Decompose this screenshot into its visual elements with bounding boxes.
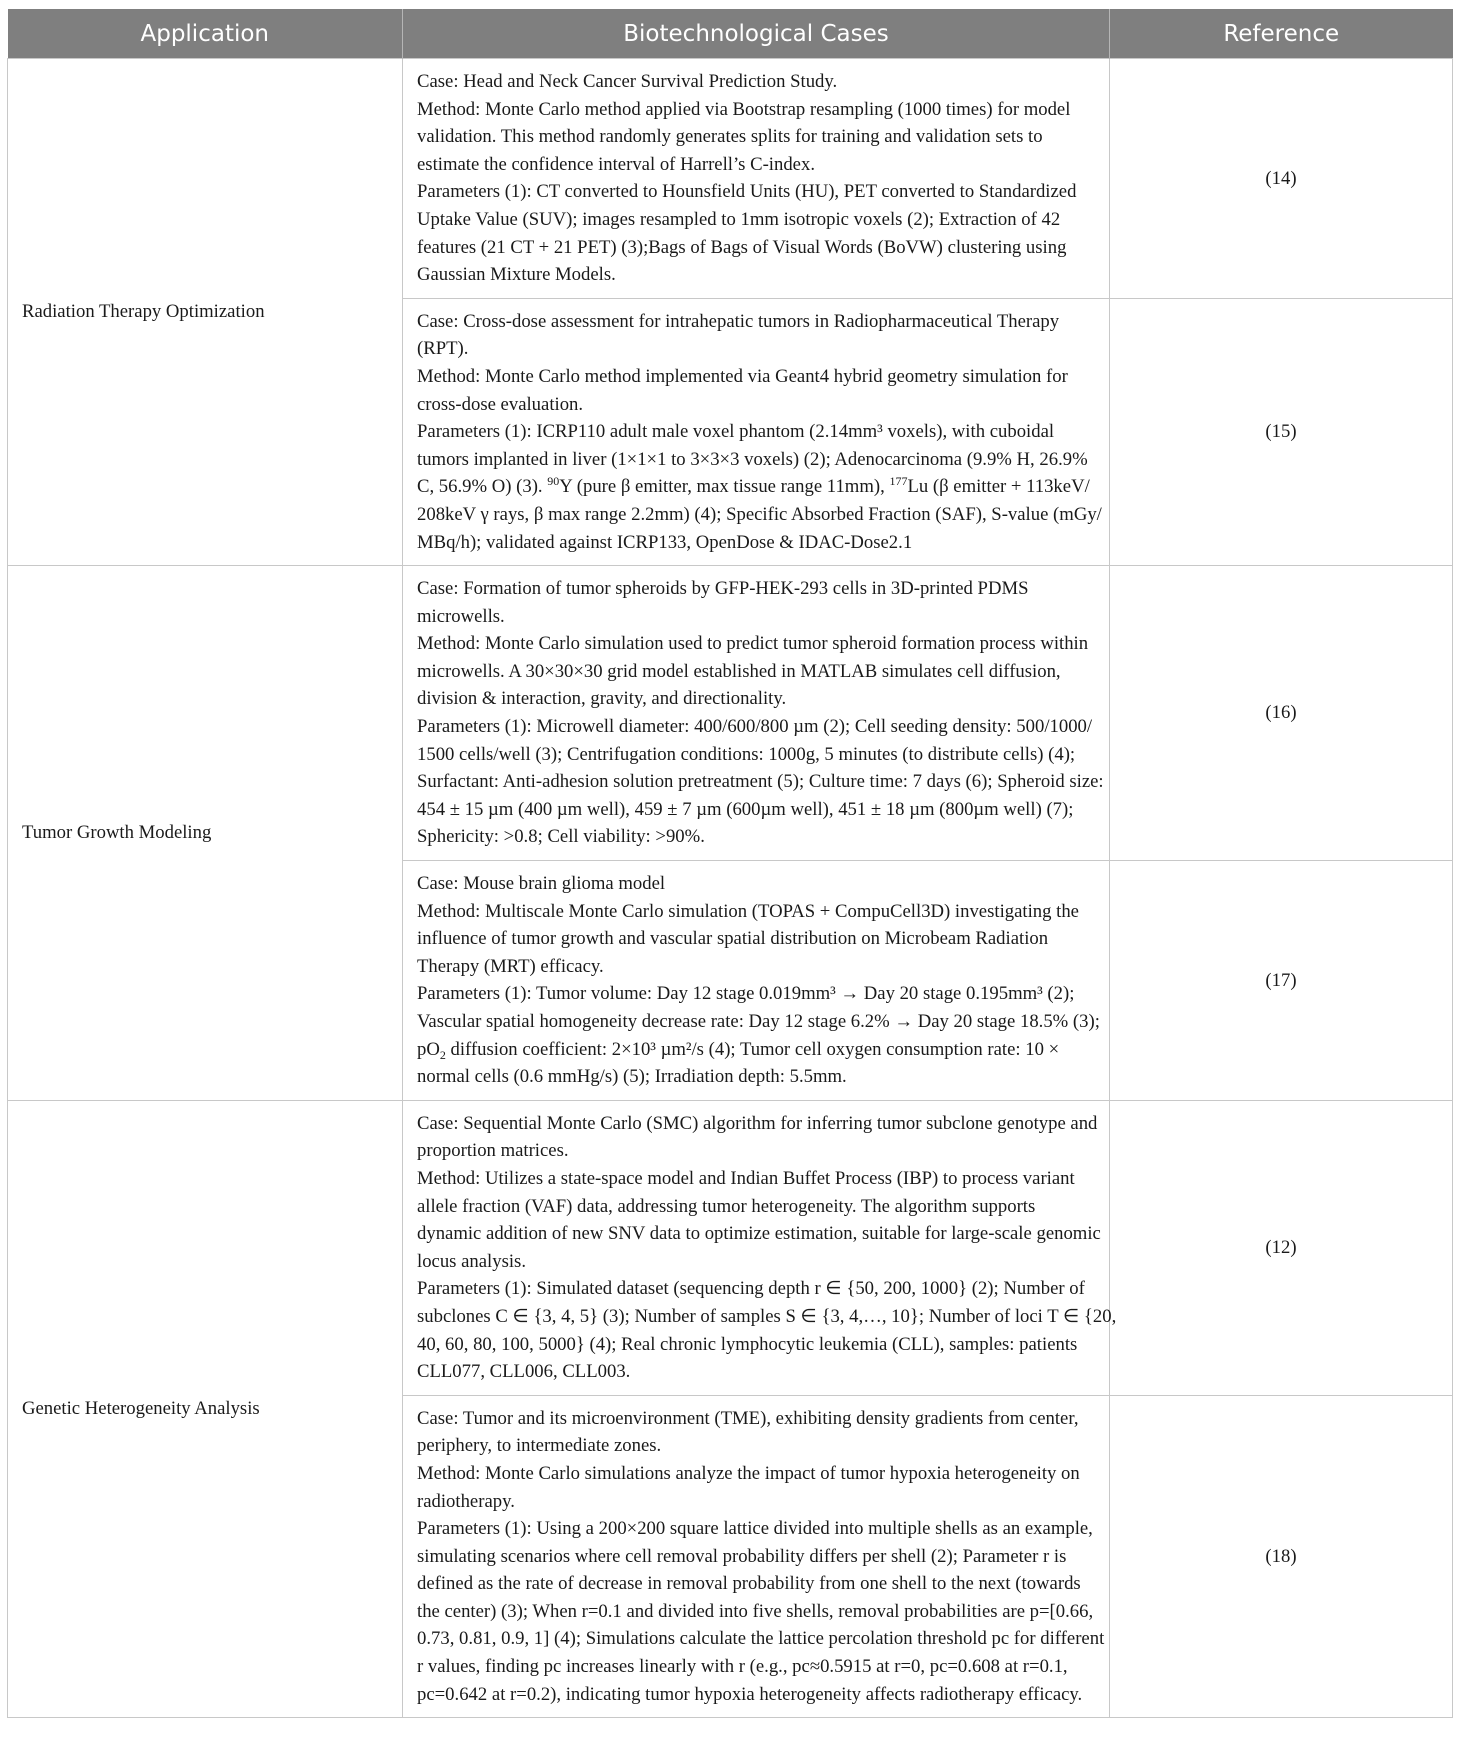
case-line: Parameters (1): Tumor volume: Day 12 stage 0.019mm³ → Day 20 stage 0.195mm³ (2);	[417, 983, 1075, 1005]
case-line: Parameters (1): Microwell diameter: 400/600/800 µm (2); Cell seeding density: 500/1000/	[417, 716, 1093, 738]
case-line: Case: Formation of tumor spheroids by GFP-HEK-293 cells in 3D-printed PDMS	[417, 578, 1029, 600]
reference-link[interactable]: (16)	[1110, 566, 1453, 861]
table-row	[8, 59, 1453, 299]
case-line: MBq/h); validated against ICRP133, OpenDose & IDAC-Dose2.1	[417, 531, 913, 553]
case-line: r values, finding pc increases linearly with r (e.g., pc≈0.5915 at r=0, pc=0.608 at r=0.1,	[417, 1656, 1068, 1678]
case-cell	[403, 59, 1110, 299]
case-line: estimate the confidence interval of Harrell’s C-index.	[417, 153, 815, 175]
case-line: Method: Monte Carlo method applied via Bootstrap resampling (1000 times) for model	[417, 98, 1071, 120]
case-line: pc=0.642 at r=0.2), indicating tumor hypoxia heterogeneity affects radiotherapy efficacy.	[417, 1683, 1083, 1705]
case-line: dynamic addition of new SNV data to optimize estimation, suitable for large-scale genomic	[417, 1223, 1101, 1245]
case-line: Case: Sequential Monte Carlo (SMC) algorithm for inferring tumor subclone genotype and	[417, 1112, 1098, 1134]
case-line: 40, 60, 80, 100, 5000} (4); Real chronic lymphocytic leukemia (CLL), samples: patients	[417, 1333, 1078, 1355]
case-line: subclones C ∈ {3, 4, 5} (3); Number of samples S ∈ {3, 4,…, 10}; Number of loci T ∈ {20,	[417, 1305, 1117, 1327]
case-line: Method: Multiscale Monte Carlo simulation (TOPAS + CompuCell3D) investigating the	[417, 900, 1079, 922]
case-line: Sphericity: >0.8; Cell viability: >90%.	[417, 826, 705, 848]
reference-link[interactable]: (14)	[1110, 59, 1453, 299]
case-cell	[403, 861, 1110, 1101]
header-cases: Biotechnological Cases	[403, 9, 1110, 59]
table-row	[8, 1100, 1453, 1395]
case-line: microwells.	[417, 605, 505, 627]
header-reference: Reference	[1110, 9, 1453, 59]
case-line: 1500 cells/well (3); Centrifugation conditions: 1000g, 5 minutes (to distribute cells) (4);	[417, 743, 1076, 765]
case-line: Parameters (1): Using a 200×200 square lattice divided into multiple shells as an example,	[417, 1518, 1093, 1540]
case-line: the center) (3); When r=0.1 and divided into five shells, removal probabilities are p=[0.66,	[417, 1600, 1094, 1622]
case-line: Parameters (1): CT converted to Hounsfield Units (HU), PET converted to Standardized	[417, 181, 1077, 203]
case-line: features (21 CT + 21 PET) (3);Bags of Bags of Visual Words (BoVW) clustering using	[417, 236, 1067, 258]
case-line: 0.73, 0.81, 0.9, 1] (4); Simulations calculate the lattice percolation threshold pc for different	[417, 1628, 1105, 1650]
case-line: Method: Monte Carlo method implemented via Geant4 hybrid geometry simulation for	[417, 365, 1068, 387]
case-line: Gaussian Mixture Models.	[417, 264, 616, 286]
case-line: division & interaction, gravity, and directionality.	[417, 688, 787, 710]
case-line: Parameters (1): Simulated dataset (sequencing depth r ∈ {50, 200, 1000} (2); Number of	[417, 1278, 1085, 1300]
table-row	[8, 566, 1453, 861]
subscript: 2	[439, 1047, 446, 1062]
header-application: Application	[8, 9, 403, 59]
case-line: Uptake Value (SUV); images resampled to 1mm isotropic voxels (2); Extraction of 42	[417, 208, 1061, 230]
case-line: Method: Monte Carlo simulations analyze the impact of tumor hypoxia heterogeneity on	[417, 1462, 1080, 1484]
application-cell: Genetic Heterogeneity Analysis	[8, 1100, 403, 1717]
case-line: Parameters (1): ICRP110 adult male voxel phantom (2.14mm³ voxels), with cuboidal	[417, 421, 1055, 443]
case-line: validation. This method randomly generates splits for training and validation sets to	[417, 126, 1043, 148]
case-line: microwells. A 30×30×30 grid model established in MATLAB simulates cell diffusion,	[417, 660, 1061, 682]
reference-link[interactable]: (18)	[1110, 1395, 1453, 1718]
header-row	[8, 9, 1453, 59]
case-line: CLL077, CLL006, CLL003.	[417, 1361, 631, 1383]
case-line: simulating scenarios where cell removal probability differs per shell (2); Parameter r is	[417, 1545, 1067, 1567]
case-cell	[403, 566, 1110, 861]
case-line: 208keV γ rays, β max range 2.2mm) (4); Specific Absorbed Fraction (SAF), S-value (mGy/	[417, 503, 1102, 525]
case-line: cross-dose evaluation.	[417, 393, 584, 415]
reference-link[interactable]: (12)	[1110, 1100, 1453, 1395]
case-line: Method: Monte Carlo simulation used to predict tumor spheroid formation process within	[417, 633, 1089, 655]
case-line: Surfactant: Anti-adhesion solution pretreatment (5); Culture time: 7 days (6); Spheroid size:	[417, 771, 1104, 793]
case-line: defined as the rate of decrease in removal probability from one shell to the next (towards	[417, 1573, 1081, 1595]
case-line: Therapy (MRT) efficacy.	[417, 955, 604, 977]
case-cell	[403, 1395, 1110, 1718]
superscript: 90	[547, 474, 560, 489]
application-cell: Tumor Growth Modeling	[8, 566, 403, 1101]
case-line: (RPT).	[417, 338, 469, 360]
case-line: Method: Utilizes a state-space model and Indian Buffet Process (IBP) to process variant	[417, 1167, 1075, 1189]
application-cell: Radiation Therapy Optimization	[8, 59, 403, 566]
case-line: Case: Cross-dose assessment for intrahepatic tumors in Radiopharmaceutical Therapy	[417, 310, 1060, 332]
case-line: locus analysis.	[417, 1250, 526, 1272]
case-line: proportion matrices.	[417, 1140, 569, 1162]
biotech-cases-table	[7, 9, 1453, 1718]
case-line: 454 ± 15 µm (400 µm well), 459 ± 7 µm (600µm well), 451 ± 18 µm (800µm well) (7);	[417, 798, 1074, 820]
superscript: 177	[889, 474, 908, 489]
case-cell	[403, 1100, 1117, 1395]
case-line: normal cells (0.6 mmHg/s) (5); Irradiation depth: 5.5mm.	[417, 1066, 847, 1088]
reference-link[interactable]: (17)	[1110, 861, 1453, 1101]
case-line: Case: Mouse brain glioma model	[417, 873, 666, 895]
case-line: tumors implanted in liver (1×1×1 to 3×3×3 voxels) (2); Adenocarcinoma (9.9% H, 26.9%	[417, 448, 1088, 470]
reference-link[interactable]: (15)	[1110, 298, 1453, 565]
case-cell	[403, 298, 1110, 565]
case-line: influence of tumor growth and vascular spatial distribution on Microbeam Radiation	[417, 928, 1049, 950]
case-line: radiotherapy.	[417, 1490, 515, 1512]
case-line: periphery, to intermediate zones.	[417, 1435, 662, 1457]
case-line: $pO_2$ diffusion coefficient: 2×10³ µm²/s (4); Tumor cell oxygen consumption rate: 10 ×	[417, 1038, 1060, 1062]
case-line: Case: Head and Neck Cancer Survival Prediction Study.	[417, 71, 838, 92]
case-line: allele fraction (VAF) data, addressing tumor heterogeneity. The algorithm supports	[417, 1195, 1036, 1217]
case-line: Case: Tumor and its microenvironment (TME), exhibiting density gradients from center,	[417, 1407, 1079, 1429]
case-line: Vascular spatial homogeneity decrease rate: Day 12 stage 6.2% → Day 20 stage 18.5% (3);	[417, 1011, 1100, 1032]
case-line: C, 56.9% O) (3). $^{90}$Y (pure β emitter, max tissue range 11mm), $^{177}$Lu (β emitter + 113keV/	[417, 474, 1090, 498]
